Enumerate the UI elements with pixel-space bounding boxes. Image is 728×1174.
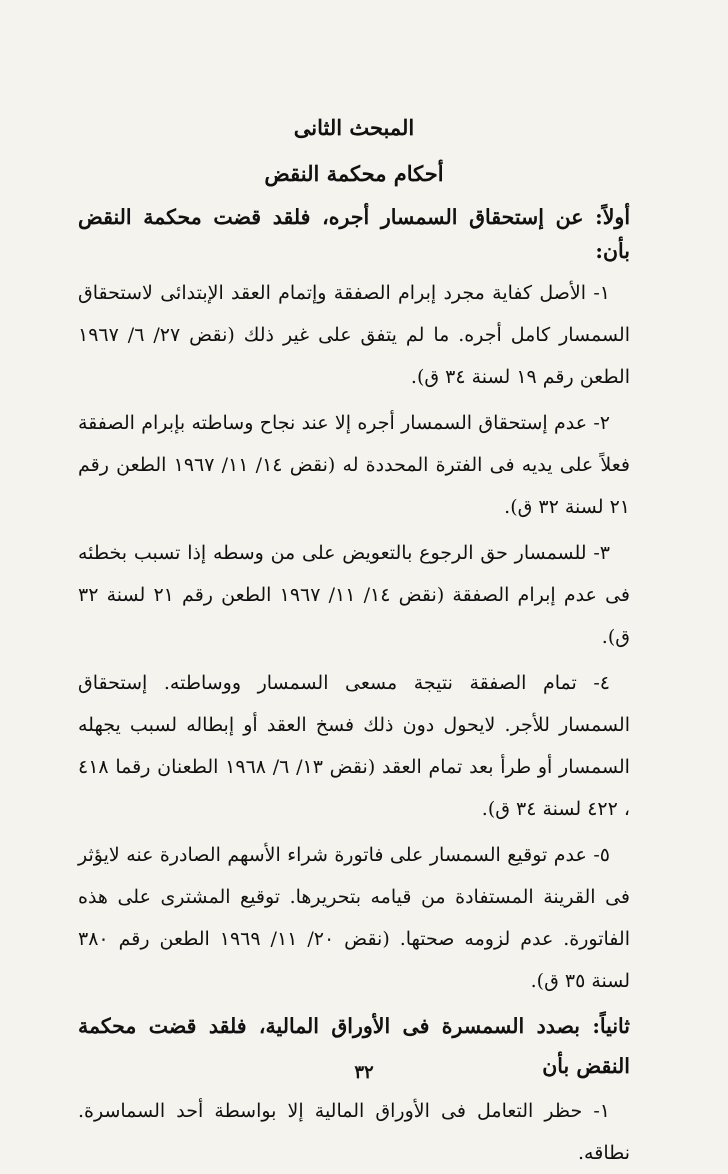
page-number: ٣٢ [354, 1062, 374, 1083]
ruling-text: عدم إستحقاق السمسار أجره إلا عند نجاح وساطته بإبرام الصفقة فعلاً على يديه فى الفترة المحددة له (نقض ١٤/ ١١/ ١٩٦٧ الطعن رقم ٢١ لسنة ٣٢ ق). [78, 412, 630, 518]
ruling-text: للسمسار حق الرجوع بالتعويض على من وسطه إذا تسبب بخطئه فى عدم إبرام الصفقة (نقض ١٤/ ١١/ ١٩٦٧ الطعن رقم ٢١ لسنة ٣٢ ق). [78, 542, 630, 648]
ruling-number: ١- [593, 1100, 610, 1122]
ruling-text: حظر التعامل فى الأوراق المالية إلا بواسطة أحد السماسرة. نطاقه. [78, 1100, 630, 1164]
chapter-subtitle: أحكام محكمة النقض [264, 161, 444, 186]
ruling-text: عدم توقيع السمسار على فاتورة شراء الأسهم الصادرة عنه لايؤثر فى القرينة المستفادة من قيامه بتحريرها. توقيع المشترى على هذه الفاتورة. عدم لزومه صحتها. (نقض ٢٠/ ١١/ ١٩٦٩ الطعن رقم ٣٨٠ لسنة ٣٥ ق). [78, 844, 630, 992]
ruling-item [78, 834, 630, 1002]
ruling-number: ٥- [593, 844, 610, 866]
ruling-number: ٣- [593, 542, 610, 564]
part-one-label: أولاً: [595, 205, 631, 229]
ruling-item [78, 662, 630, 830]
ruling-text: الأصل كفاية مجرد إبرام الصفقة وإتمام العقد الإبتدائى لاستحقاق السمسار كامل أجره. ما لم يتفق على غير ذلك (نقض ٢٧/ ٦/ ١٩٦٧ الطعن رقم ١٩ لسنة ٣٤ ق). [78, 282, 630, 388]
part-one-text: عن إستحقاق السمسار أجره، فلقد قضت محكمة النقض بأن: [78, 205, 630, 263]
ruling-item [78, 1090, 630, 1174]
part-one-heading [78, 200, 630, 268]
part-two-text: بصدد السمسرة فى الأوراق المالية، فلقد قضت محكمة النقض بأن [78, 1014, 630, 1078]
ruling-number: ١- [593, 282, 610, 304]
part-two-label: ثانياً: [592, 1014, 630, 1038]
ruling-text: تمام الصفقة نتيجة مسعى السمسار ووساطته. إستحقاق السمسار للأجر. لايحول دون ذلك فسخ العقد أو إبطاله لسبب يجهله السمسار أو طرأ بعد تمام العقد (نقض ١٣/ ٦/ ١٩٦٨ الطعنان رقما ٤١٨ ، ٤٢٢ لسنة ٣٤ ق). [78, 672, 630, 820]
ruling-number: ٢- [593, 412, 610, 434]
ruling-number: ٤- [593, 672, 611, 694]
ruling-item [78, 532, 630, 658]
ruling-item [78, 272, 630, 398]
chapter-title: المبحث الثانى [293, 115, 415, 140]
page-body [78, 108, 630, 1174]
ruling-item [78, 402, 630, 528]
